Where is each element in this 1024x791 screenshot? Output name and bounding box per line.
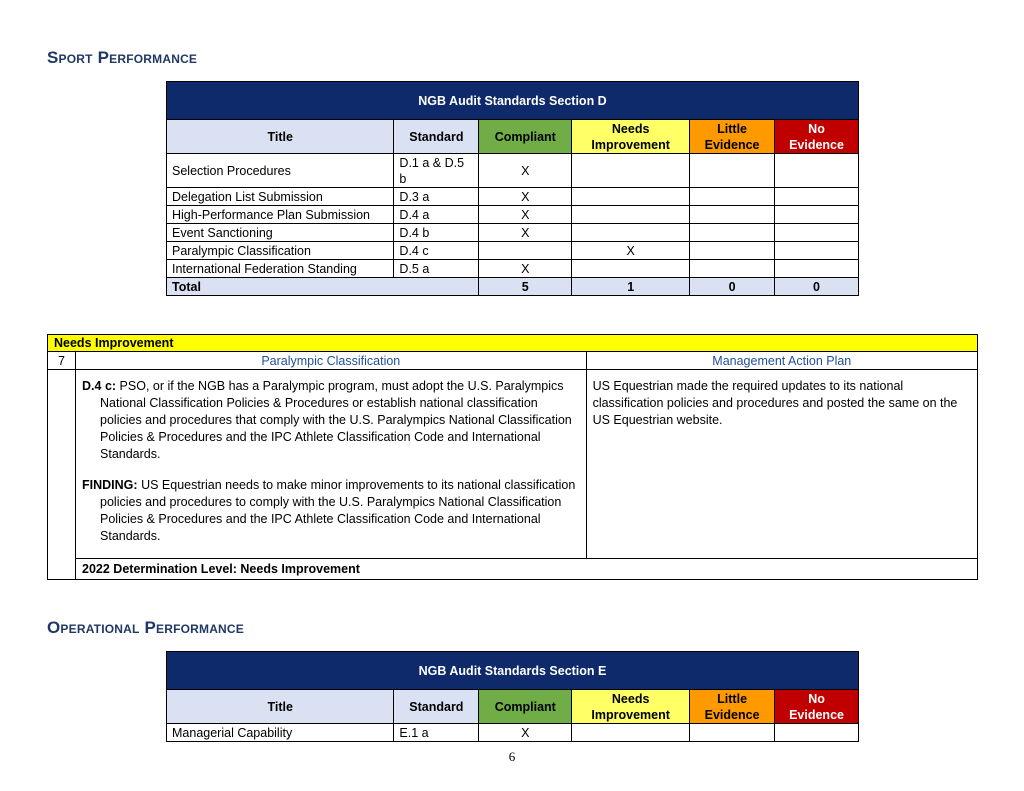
table-row [167,224,859,242]
table-row [167,206,859,224]
row-standard: D.4 a [394,206,479,224]
row-little [690,724,775,742]
row-none [775,154,859,188]
col-header-no-evidence: No Evidence [775,120,859,154]
standard-text: PSO, or if the NGB has a Paralympic program, must adopt the U.S. Paralympics National Classification Policies & Procedures or establish national classification policies and procedures that comply with the U.S. Paralympics National Classification Policies & Procedures and the IPC Athlete Classification Code and International Standards. [100,379,572,461]
needs-improvement-table [47,334,978,580]
table-row [167,188,859,206]
row-none [775,224,859,242]
col-header-compliant: Compliant [479,690,572,724]
row-none [775,724,859,742]
table-row [167,724,859,742]
row-standard: D.5 a [394,260,479,278]
determination-level: 2022 Determination Level: Needs Improvement [76,559,978,580]
total-needs: 1 [572,278,690,296]
total-none: 0 [775,278,859,296]
total-label: Total [167,278,479,296]
row-little [690,188,775,206]
row-needs [572,188,690,206]
finding-label: FINDING: [82,478,138,492]
table-title: NGB Audit Standards Section E [167,652,859,690]
row-little [690,242,775,260]
col-header-no-evidence: No Evidence [775,690,859,724]
row-needs: X [572,242,690,260]
row-standard: D.3 a [394,188,479,206]
row-none [775,206,859,224]
table-row [167,260,859,278]
total-little: 0 [690,278,775,296]
number-spacer [48,370,76,580]
row-title: Event Sanctioning [167,224,394,242]
table-row [167,154,859,188]
row-little [690,260,775,278]
audit-table-section-d [166,81,859,296]
standard-label: D.4 c: [82,379,117,393]
row-none [775,242,859,260]
table-row [167,242,859,260]
row-compliant: X [479,188,572,206]
row-compliant: X [479,154,572,188]
total-row [167,278,859,296]
row-compliant: X [479,260,572,278]
row-compliant [479,242,572,260]
page-number: 6 [508,749,516,764]
standard-finding-cell [76,370,587,559]
section-heading-sport: Sport Performance [47,48,198,67]
total-compliant: 5 [479,278,572,296]
row-title: Delegation List Submission [167,188,394,206]
row-title: Selection Procedures [167,154,394,188]
row-title: High-Performance Plan Submission [167,206,394,224]
item-number: 7 [48,352,76,370]
col-header-compliant: Compliant [479,120,572,154]
row-compliant: X [479,206,572,224]
row-little [690,224,775,242]
col-header-standard: Standard [394,690,479,724]
col-header-little-evidence: Little Evidence [690,120,775,154]
row-title: International Federation Standing [167,260,394,278]
row-standard: E.1 a [394,724,479,742]
row-compliant: X [479,224,572,242]
section-heading-operational: Operational Performance [47,618,244,637]
col-header-needs-improvement: Needs Improvement [572,690,690,724]
band-label: Needs Improvement [48,335,978,352]
row-needs [572,154,690,188]
action-plan-text: US Equestrian made the required updates to its national classification policies and procedures and posted the same on the US Equestrian website. [592,379,958,427]
row-none [775,188,859,206]
action-plan-cell [586,370,977,559]
row-little [690,206,775,224]
audit-table-section-e [166,651,859,742]
row-needs [572,206,690,224]
row-standard: D.4 b [394,224,479,242]
col-header-classification: Paralympic Classification [76,352,587,370]
row-little [690,154,775,188]
table-title: NGB Audit Standards Section D [167,82,859,120]
col-header-standard: Standard [394,120,479,154]
col-header-needs-improvement: Needs Improvement [572,120,690,154]
row-title: Managerial Capability [167,724,394,742]
col-header-title: Title [167,690,394,724]
row-standard: D.1 a & D.5 b [394,154,479,188]
row-needs [572,224,690,242]
finding-paragraph [82,477,580,545]
row-standard: D.4 c [394,242,479,260]
col-header-title: Title [167,120,394,154]
row-needs [572,260,690,278]
row-title: Paralympic Classification [167,242,394,260]
standard-paragraph [82,378,580,463]
row-needs [572,724,690,742]
row-none [775,260,859,278]
finding-text: US Equestrian needs to make minor improvements to its national classification policies and procedures to comply with the U.S. Paralympics National Classification Policies & Procedures and the IPC Athlete Classification Code and International Standards. [100,478,576,543]
col-header-action-plan: Management Action Plan [586,352,977,370]
col-header-little-evidence: Little Evidence [690,690,775,724]
row-compliant: X [479,724,572,742]
